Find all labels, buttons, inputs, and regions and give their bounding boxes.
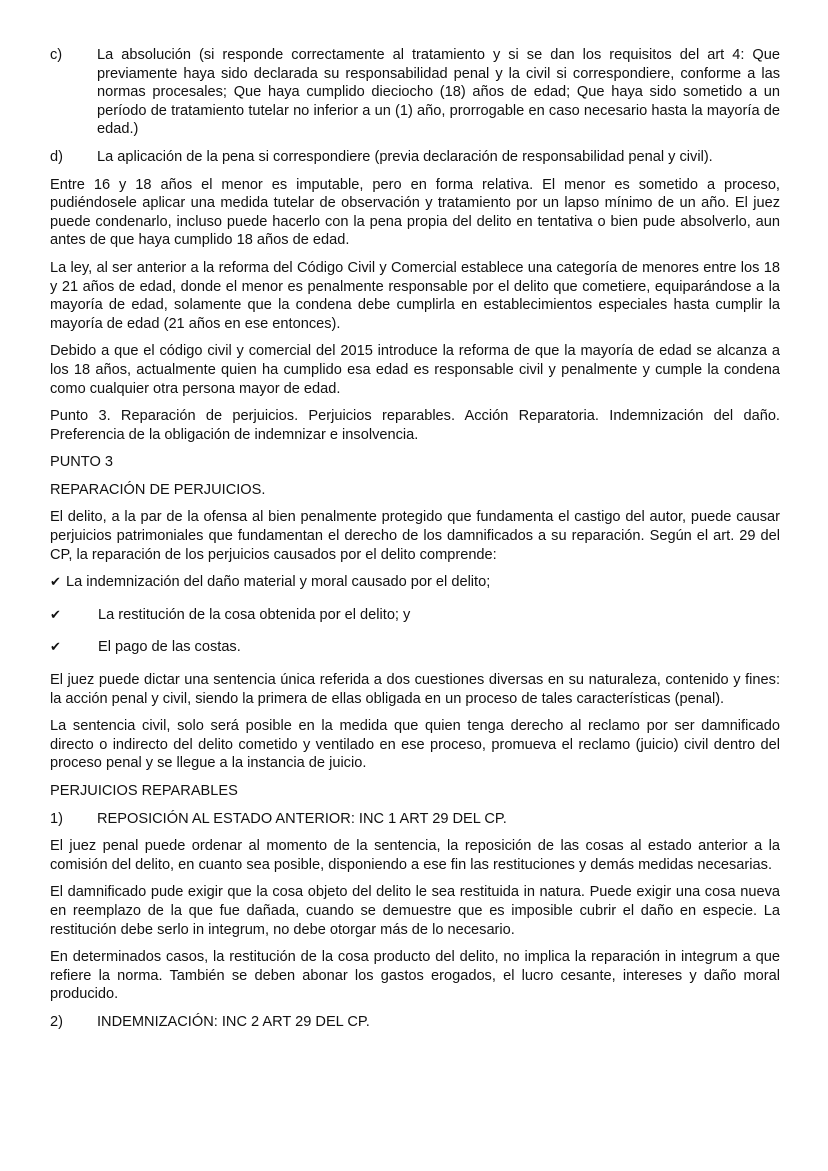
item-text: La aplicación de la pena si correspondiere (previa declaración de responsabilidad penal y civil). <box>97 148 713 165</box>
checklist-text: La restitución de la cosa obtenida por el delito; y <box>98 606 411 623</box>
paragraph: Debido a que el código civil y comercial del 2015 introduce la reforma de que la mayoría de edad se alcanza a los 18 años, actualmente quien ha cumplido esa edad es responsable civil y penalmente y cumple la condena como cualquier otra persona mayor de edad. <box>50 343 780 397</box>
checkmark-icon <box>50 606 98 626</box>
heading-text: INDEMNIZACIÓN: INC 2 ART 29 DEL CP. <box>97 1013 370 1030</box>
paragraph: En determinados casos, la restitución de la cosa producto del delito, no implica la reparación in integrum a que refiere la norma. También se deben abonar los gastos erogados, el lucro cesante, intereses y daño moral producido. <box>50 949 780 1003</box>
list-item-d <box>50 148 780 167</box>
paragraph: La ley, al ser anterior a la reforma del Código Civil y Comercial establece una categoría de menores entre los 18 y 21 años de edad, donde el menor es penalmente responsable por el delito que cometiere, equiparándose a la mayoría de edad, solamente que la condena debe cumplirla en establecimientos especiales hasta cumplir la mayoría de edad (21 años en ese entonces). <box>50 259 780 332</box>
checklist-item <box>50 638 780 658</box>
paragraph: El juez penal puede ordenar al momento de la sentencia, la reposición de las cosas al estado anterior a la comisión del delito, en cuanto sea posible, disponiendo a ese fin las restituciones y demás medidas necesarias. <box>50 838 780 873</box>
paragraph: Punto 3. Reparación de perjuicios. Perjuicios reparables. Acción Reparatoria. Indemnización del daño. Preferencia de la obligación de indemnizar e insolvencia. <box>50 408 780 443</box>
paragraph: La sentencia civil, solo será posible en la medida que quien tenga derecho al reclamo por ser damnificado directo o indirecto del delito cometido y ventilado en ese proceso, promueva el reclamo (juicio) civil dentro del proceso penal y se llegue a la instancia de juicio. <box>50 718 780 772</box>
item-marker: 2) <box>50 1013 63 1030</box>
checklist-item <box>50 606 780 626</box>
item-text: La absolución (si responde correctamente al tratamiento y si se dan los requisitos del art 4: Que previamente haya sido declarada su responsabilidad penal y la civil si correspondiere, conforme a las normas procesales; Que haya cumplido dieciocho (18) años de edad; Que haya sido sometido a un período de tratamiento tutelar no inferior a un (1) año, prorrogable en caso necesario hasta la mayoría de edad.) <box>97 47 780 138</box>
list-item-c <box>50 46 780 139</box>
paragraph: El delito, a la par de la ofensa al bien penalmente protegido que fundamenta el castigo del autor, puede causar perjuicios patrimoniales que fundamentan el derecho de los damnificados a su reparación. Según el art. 29 del CP, la reparación de los perjuicios causados por el delito comprende: <box>50 509 780 563</box>
document-page <box>50 46 780 1041</box>
numbered-heading-1 <box>50 810 780 829</box>
heading-text: REPOSICIÓN AL ESTADO ANTERIOR: INC 1 ART 29 DEL CP. <box>97 810 507 827</box>
checkmark-icon <box>50 573 66 593</box>
checklist-text: La indemnización del daño material y moral causado por el delito; <box>66 574 491 591</box>
section-heading: REPARACIÓN DE PERJUICIOS. <box>50 481 266 498</box>
item-marker: c) <box>50 47 63 63</box>
item-marker: 1) <box>50 810 63 827</box>
section-heading: PERJUICIOS REPARABLES <box>50 783 238 799</box>
item-marker: d) <box>50 148 63 165</box>
checklist-text: El pago de las costas. <box>98 639 241 656</box>
paragraph: Entre 16 y 18 años el menor es imputable, pero en forma relativa. El menor es sometido a proceso, pudiéndosele aplicar una medida tutelar de observación y tratamiento por un lapso mínimo de un año. El juez puede condenarlo, incluso puede hacerlo con la pena propia del delito en tentativa o bien pude absolverlo, aun antes de que haya cumplido 18 años de edad. <box>50 176 780 249</box>
checkmark-icon <box>50 638 98 658</box>
section-heading: PUNTO 3 <box>50 454 113 471</box>
numbered-heading-2 <box>50 1013 780 1032</box>
paragraph: El juez puede dictar una sentencia única referida a dos cuestiones diversas en su naturaleza, contenido y fines: la acción penal y civil, siendo la primera de ellas obligada en un proceso de tales características (penal). <box>50 672 780 707</box>
checklist-item <box>50 573 780 593</box>
paragraph: El damnificado pude exigir que la cosa objeto del delito le sea restituida in natura. Puede exigir una cosa nueva en reemplazo de la que fue dañada, cuando se demuestre que es imposible cubrir el daño en especie. La restitución debe serlo in integrum, no debe otorgar más de lo necesario. <box>50 884 780 938</box>
